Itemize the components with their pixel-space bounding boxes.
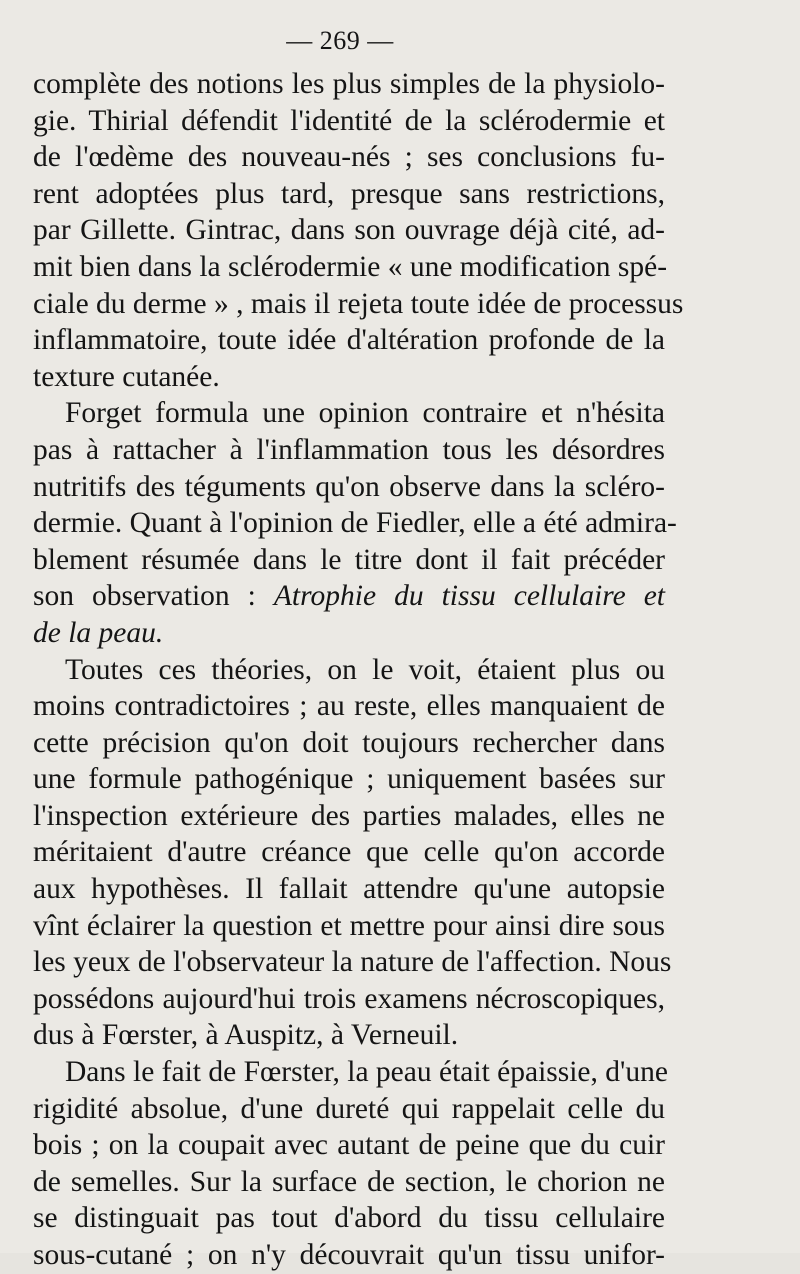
page-number: — 269 — xyxy=(286,26,394,55)
text-line: nutritifs des téguments qu'on observe dans la scléro- xyxy=(33,470,665,503)
body-text xyxy=(33,66,684,1274)
text-line xyxy=(33,615,665,652)
text-line: Toutes ces théories, on le voit, étaient plus ou xyxy=(65,653,665,686)
text-line: Forget formula une opinion contraire et n'hésita xyxy=(65,397,665,430)
text-line: inflammatoire, toute idée d'altération profonde de la xyxy=(33,324,665,357)
text-line: une formule pathogénique ; uniquement basées sur xyxy=(33,763,665,796)
text-line: possédons aujourd'hui trois examens nécroscopiques, xyxy=(33,982,665,1015)
text-line: ciale du derme » , mais il rejeta toute idée de processus xyxy=(33,287,684,320)
text-line: dermie. Quant à l'opinion de Fiedler, elle a été admira- xyxy=(33,507,677,540)
text-line: pas à rattacher à l'inflammation tous les désordres xyxy=(33,433,665,466)
italic-title: de la peau. xyxy=(33,616,164,649)
text-line: Dans le fait de Fœrster, la peau était épaissie, d'une xyxy=(65,1056,668,1089)
text-line: méritaient d'autre créance que celle qu'on accorde xyxy=(33,836,665,869)
text-line: sous-cutané ; on n'y découvrait qu'un tissu unifor- xyxy=(33,1239,665,1271)
text-line: de l'œdème des nouveau-nés ; ses conclusions fu- xyxy=(33,141,665,174)
text-line: texture cutanée. xyxy=(33,360,220,393)
text-line: les yeux de l'observateur la nature de l'affection. Nous xyxy=(33,946,672,979)
text-line: bois ; on la coupait avec autant de peine que du cuir xyxy=(33,1129,665,1162)
text-line: rigidité absolue, d'une dureté qui rappelait celle du xyxy=(33,1092,665,1125)
text-fragment: son observation : xyxy=(33,580,274,613)
text-line: par Gillette. Gintrac, dans son ouvrage déjà cité, ad- xyxy=(33,214,665,247)
text-line: cette précision qu'on doit toujours rechercher dans xyxy=(33,726,665,759)
text-line: complète des notions les plus simples de la physiolo- xyxy=(33,68,665,100)
text-line: se distinguait pas tout d'abord du tissu cellulaire xyxy=(33,1202,665,1235)
text-line: l'inspection extérieure des parties malades, elles ne xyxy=(33,799,665,832)
text-line-mixed xyxy=(33,578,665,615)
text-line: rent adoptées plus tard, presque sans restrictions, xyxy=(33,177,665,210)
text-line: dus à Fœrster, à Auspitz, à Verneuil. xyxy=(33,1019,459,1052)
italic-title: Atrophie du tissu cellulaire et xyxy=(273,580,666,613)
text-line: blement résumée dans le titre dont il fait précéder xyxy=(33,543,665,576)
text-line: de semelles. Sur la surface de section, le chorion ne xyxy=(33,1165,665,1198)
text-line: aux hypothèses. Il fallait attendre qu'une autopsie xyxy=(33,873,665,906)
text-line: mit bien dans la sclérodermie « une modification spé- xyxy=(33,250,668,283)
text-line: moins contradictoires ; au reste, elles manquaient de xyxy=(33,690,665,723)
text-line: gie. Thirial défendit l'identité de la sclérodermie et xyxy=(33,104,665,137)
text-line: vînt éclairer la question et mettre pour ainsi dire sous xyxy=(33,909,665,942)
